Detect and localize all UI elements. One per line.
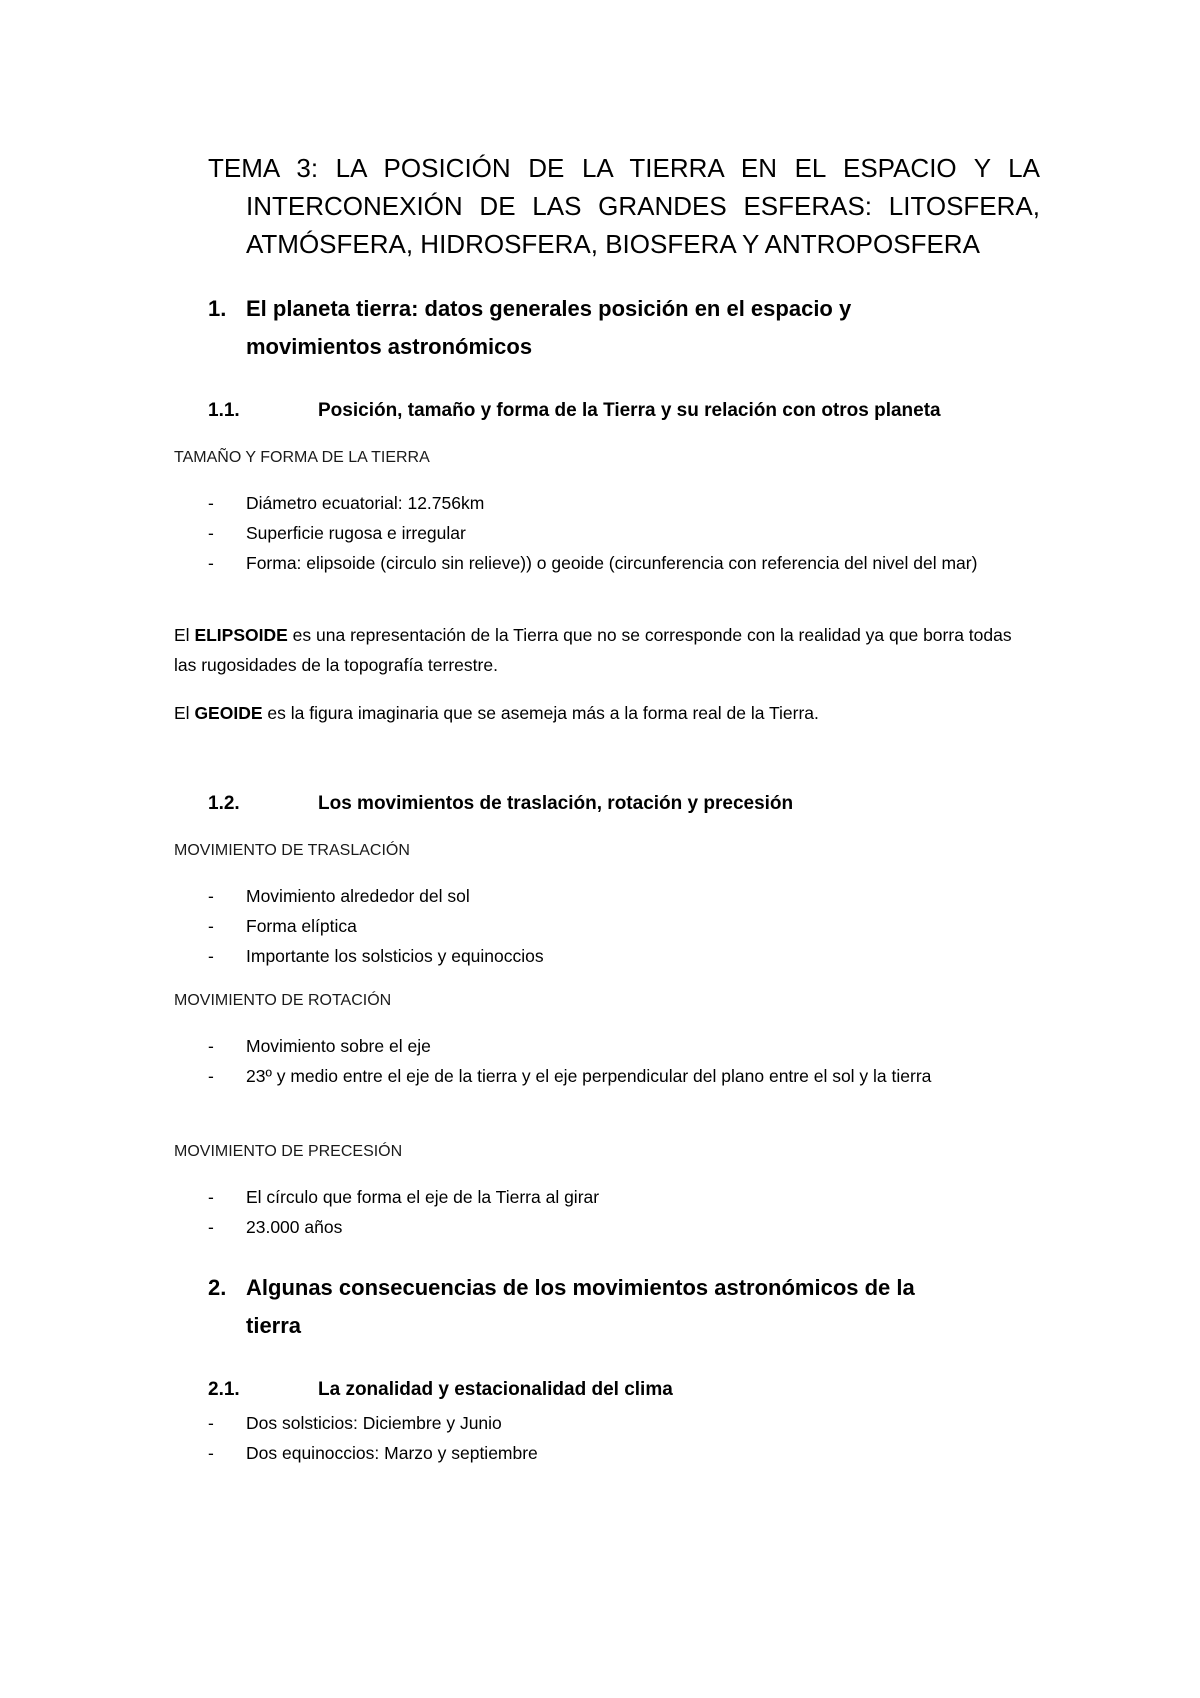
- subsection-number: 1.2.: [208, 793, 240, 814]
- bullet-dash: -: [208, 1066, 214, 1086]
- section-heading-line-2: movimientos astronómicos: [246, 334, 533, 359]
- list-item: - Importante los solsticios y equinoccios: [208, 941, 1038, 971]
- bullet-dash: -: [208, 946, 214, 966]
- document-title: [208, 149, 1040, 263]
- section-heading-line-1: El planeta tierra: datos generales posición en el espacio y: [246, 296, 852, 321]
- bullet-dash: -: [208, 1217, 214, 1237]
- subsection-title: Los movimientos de traslación, rotación y precesión: [318, 793, 794, 814]
- list-tamano-forma: [208, 488, 1038, 578]
- list-item: - Movimiento sobre el eje: [208, 1031, 1038, 1061]
- bullet-dash: -: [208, 1413, 214, 1433]
- subsection-title: La zonalidad y estacionalidad del clima: [318, 1379, 673, 1400]
- subsection-number: 2.1.: [208, 1379, 240, 1400]
- term-geoide: GEOIDE: [194, 703, 263, 723]
- title-line-2: INTERCONEXIÓN DE LAS GRANDES ESFERAS: LITOSFERA,: [246, 191, 1040, 221]
- list-precesion: [208, 1182, 1038, 1242]
- list-rotacion: [208, 1031, 1038, 1091]
- list-clima: [208, 1408, 1038, 1468]
- list-item: - Diámetro ecuatorial: 12.756km: [208, 488, 1038, 518]
- bullet-dash: -: [208, 523, 214, 543]
- list-item: - Forma: elipsoide (circulo sin relieve)) o geoide (circunferencia con referencia del nivel del mar): [208, 548, 1038, 578]
- caption-traslacion: MOVIMIENTO DE TRASLACIÓN: [174, 842, 410, 859]
- section-2-heading: [208, 1269, 1038, 1345]
- list-item: - Superficie rugosa e irregular: [208, 518, 1038, 548]
- bullet-dash: -: [208, 493, 214, 513]
- section-1-heading: [208, 290, 1038, 366]
- subsection-number: 1.1.: [208, 400, 240, 421]
- list-item: - Dos equinoccios: Marzo y septiembre: [208, 1438, 1038, 1468]
- title-line-3: ATMÓSFERA, HIDROSFERA, BIOSFERA Y ANTROPOSFERA: [246, 229, 980, 259]
- list-item: - Movimiento alrededor del sol: [208, 881, 1038, 911]
- bullet-dash: -: [208, 553, 214, 573]
- title-line-1: TEMA 3: LA POSICIÓN DE LA TIERRA EN EL ESPACIO Y LA: [208, 153, 1040, 183]
- section-heading-line-1: Algunas consecuencias de los movimientos astronómicos de la: [246, 1275, 915, 1300]
- list-item: - El círculo que forma el eje de la Tierra al girar: [208, 1182, 1038, 1212]
- section-heading-line-2: tierra: [246, 1313, 302, 1338]
- bullet-dash: -: [208, 1443, 214, 1463]
- term-elipsoide: ELIPSOIDE: [194, 625, 288, 645]
- section-number: 1.: [208, 296, 227, 321]
- caption-rotacion: MOVIMIENTO DE ROTACIÓN: [174, 992, 392, 1009]
- subsection-title: Posición, tamaño y forma de la Tierra y su relación con otros planeta: [318, 400, 941, 421]
- caption-tamano-forma: TAMAÑO Y FORMA DE LA TIERRA: [174, 449, 430, 466]
- bullet-dash: -: [208, 1036, 214, 1056]
- list-item: - Forma elíptica: [208, 911, 1038, 941]
- paragraph-geoide: El GEOIDE es la figura imaginaria que se asemeja más a la forma real de la Tierra.: [174, 703, 819, 723]
- bullet-dash: -: [208, 916, 214, 936]
- section-number: 2.: [208, 1275, 227, 1300]
- bullet-dash: -: [208, 886, 214, 906]
- list-traslacion: [208, 881, 1038, 971]
- list-item: - 23.000 años: [208, 1212, 1038, 1242]
- list-item: - 23º y medio entre el eje de la tierra y el eje perpendicular del plano entre el sol y la tierra: [208, 1061, 1038, 1091]
- caption-precesion: MOVIMIENTO DE PRECESIÓN: [174, 1143, 403, 1160]
- bullet-dash: -: [208, 1187, 214, 1207]
- paragraph-elipsoide: El ELIPSOIDE es una representación de la Tierra que no se corresponde con la realidad ya que borra todas las rugosidades de la topografía terrestre.: [174, 625, 1012, 675]
- list-item: - Dos solsticios: Diciembre y Junio: [208, 1408, 1038, 1438]
